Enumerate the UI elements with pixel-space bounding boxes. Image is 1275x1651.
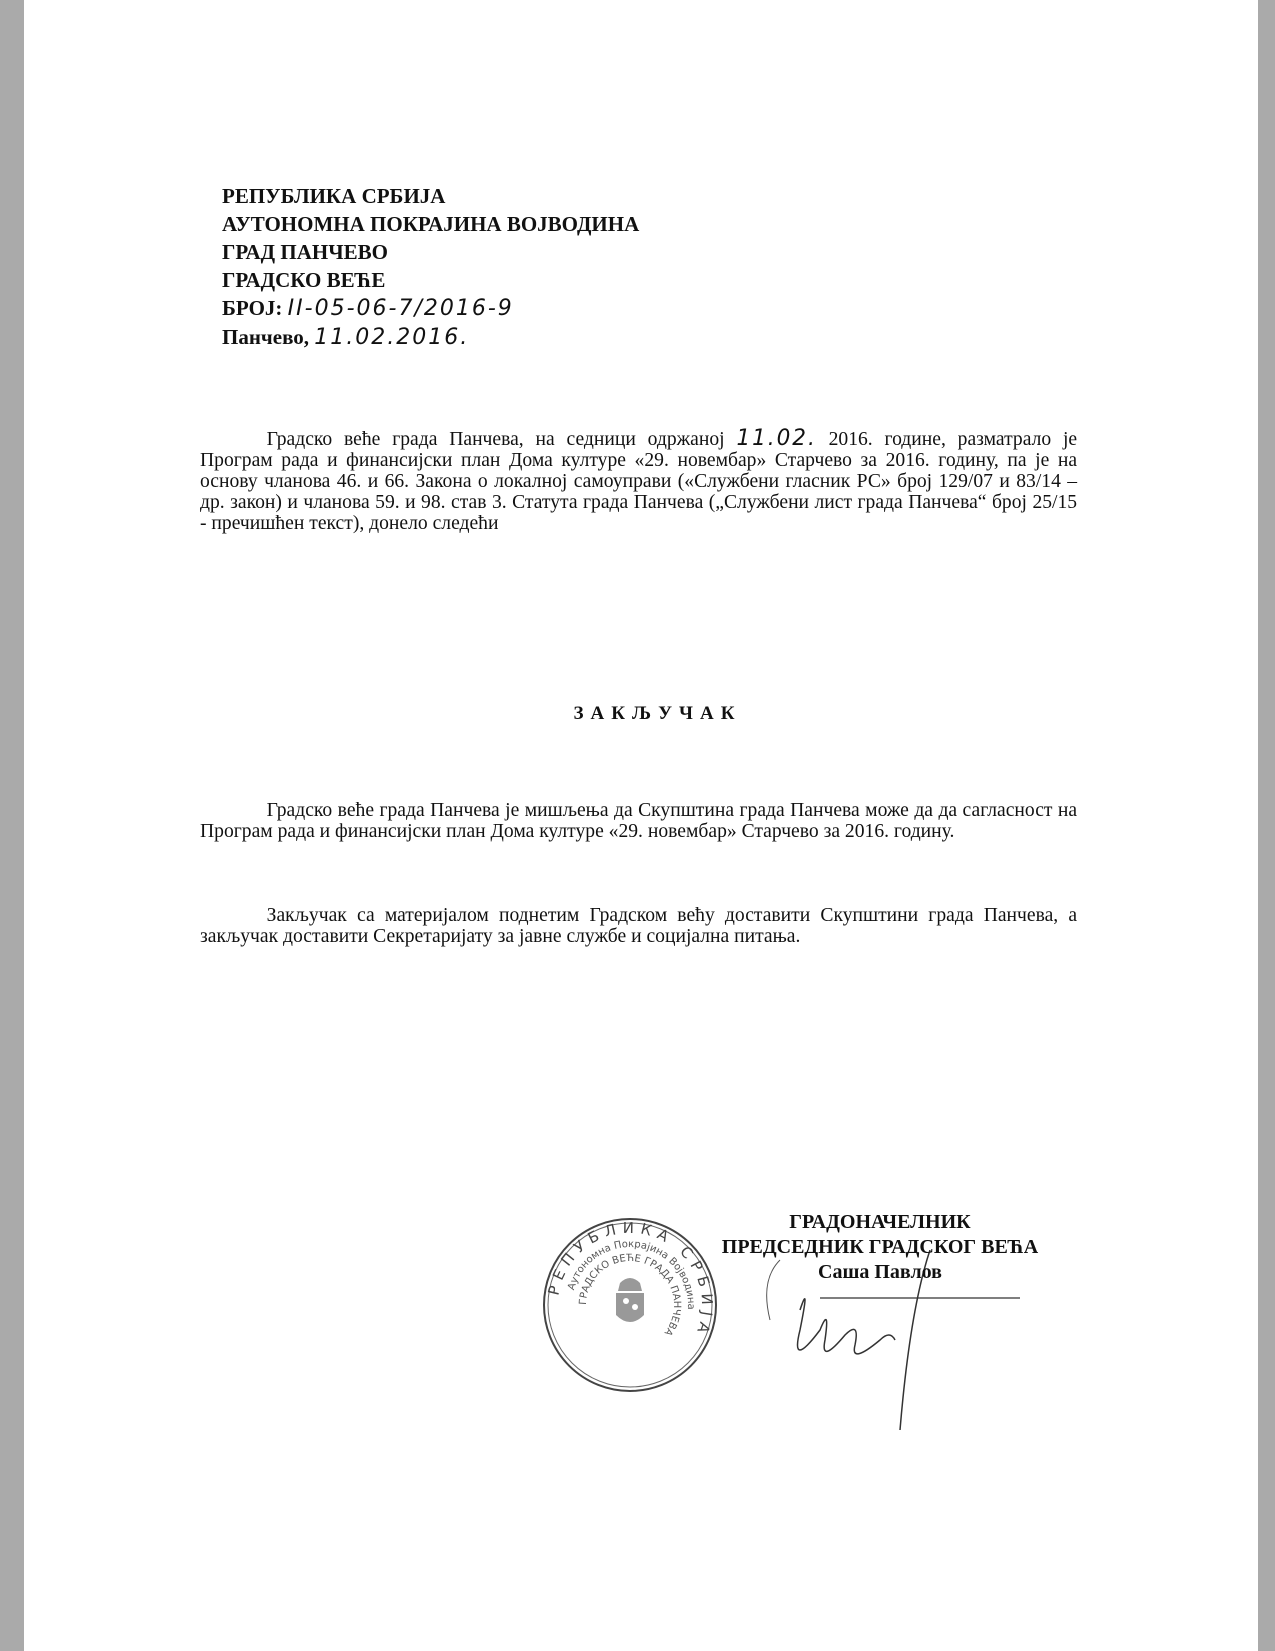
header-province: АУТОНОМНА ПОКРАЈИНА ВОЈВОДИНА xyxy=(222,212,640,236)
signature-block xyxy=(700,1210,1060,1285)
scan-edge-left xyxy=(0,0,24,1651)
document-title: ЗАКЉУЧАК xyxy=(573,703,742,724)
intro-text-start: Градско веће града Панчева, на седници одржаној xyxy=(266,428,725,450)
signatory-name: Саша Павлов xyxy=(818,1261,942,1283)
header-number xyxy=(222,294,639,323)
official-stamp xyxy=(540,1215,720,1395)
document-header xyxy=(222,182,639,352)
number-label: БРОЈ: xyxy=(222,296,283,320)
svg-text:РЕПУБЛИКА СРБИЈА: РЕПУБЛИКА СРБИЈА xyxy=(544,1218,717,1342)
intro-paragraph xyxy=(200,428,1077,534)
coat-of-arms-icon xyxy=(616,1278,644,1322)
delivery-paragraph: Закључак са материјалом поднетим Градском већу доставити Скупштини града Панчева, а закључак доставити Секретаријату за јавне службе и социјална питања. xyxy=(200,904,1078,947)
place-label: Панчево, xyxy=(222,325,310,349)
signatory-role-president: ПРЕДСЕДНИК ГРАДСКОГ ВЕЋА xyxy=(721,1236,1039,1258)
number-value: II-05-06-7/2016-9 xyxy=(287,296,514,321)
svg-text:ГРАДСКО ВЕЋЕ ГРАДА ПАНЧЕВА: ГРАДСКО ВЕЋЕ ГРАДА ПАНЧЕВА xyxy=(577,1252,683,1338)
header-city: ГРАД ПАНЧЕВО xyxy=(222,240,388,264)
header-council: ГРАДСКО ВЕЋЕ xyxy=(222,268,386,292)
header-place-date xyxy=(222,323,639,352)
intro-date-handwritten: 11.02. xyxy=(736,426,817,451)
intro-text-end: 2016. године, разматрало је Програм рада и финансијски план Дома културе «29. новембар» Старчево за 2016. годину, па је на основу чланова 46. и 66. Закона о локалној самоуправи («Службени гласник РС» број 129/07 и 83/14 – др. закон) и чланова 59. и 98. став 3. Статута града Панчева („Службени лист града Панчева“ број 25/15 - пречишћен текст), донело следећи xyxy=(200,428,1078,534)
svg-text:Аутономна Покрајина Војводина: Аутономна Покрајина Војводина xyxy=(566,1238,697,1310)
signatory-role-mayor: ГРАДОНАЧЕЛНИК xyxy=(789,1211,971,1233)
conclusion-paragraph: Градско веће града Панчева је мишљења да Скупштина града Панчева може да да сагласност на Програм рада и финансијски план Дома културе «29. новембар» Старчево за 2016. годину. xyxy=(200,799,1078,842)
header-country: РЕПУБЛИКА СРБИЈА xyxy=(222,184,446,208)
scan-edge-right xyxy=(1258,0,1275,1651)
date-value: 11.02.2016. xyxy=(314,325,470,350)
